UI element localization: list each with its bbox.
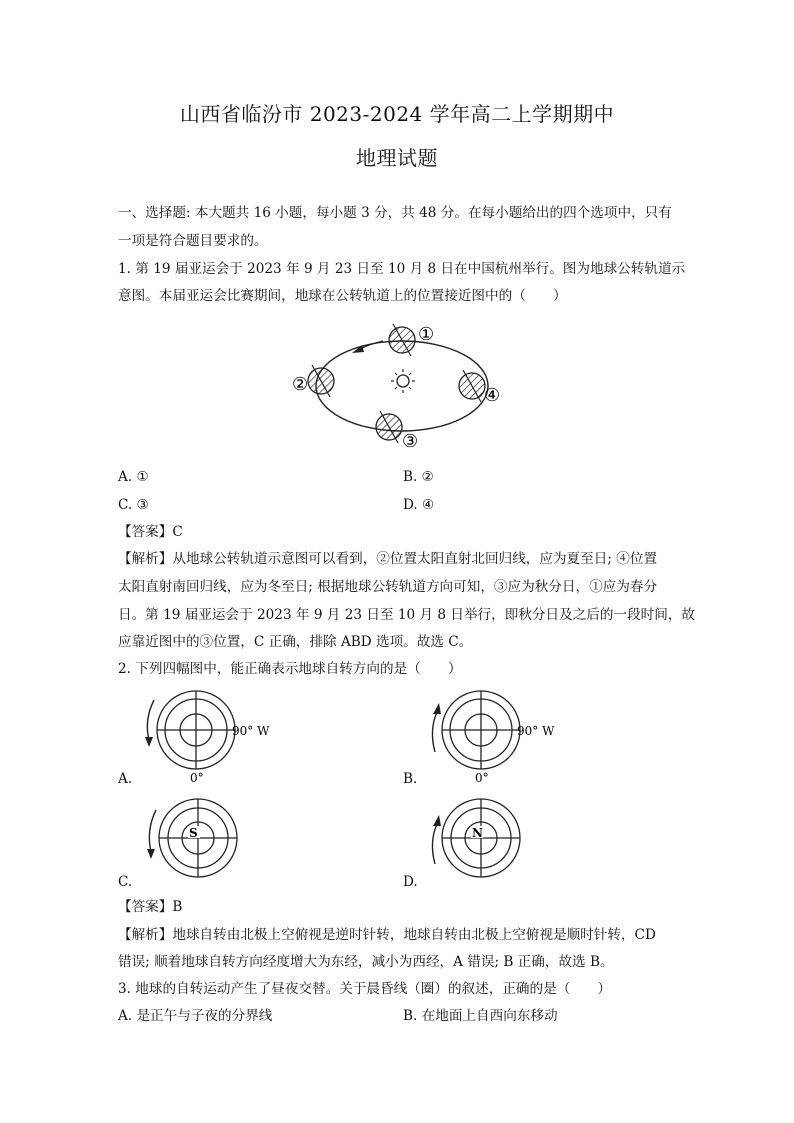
page-title: 山西省临汾市 2023-2024 学年高二上学期期中 [179,102,615,126]
label-position-3: ③ [402,431,419,452]
question-1-analysis-line-3: 日。第 19 届亚运会于 2023 年 9 月 23 日至 10 月 8 日举行，即秋分日及之后的一段时间，故 [118,607,696,623]
figure-a-bottom-label: 0° [190,771,204,785]
figure-a-right-label: 90° W [232,724,270,738]
question-1-stem-line-2: 意图。本届亚运会比赛期间，地球在公转轨道上的位置接近图中的（ ） [118,288,567,304]
label-position-2: ② [292,374,309,395]
figure-d-center-label: N [472,826,483,840]
rotation-arrow-icon [432,824,437,864]
orbit-diagram [288,318,508,453]
question-2-label-d: D. [403,874,418,890]
figure-d-globe [425,798,545,888]
figure-b-globe [425,690,565,785]
question-2-analysis-line-1: 【解析】地球自转由北极上空俯视是逆时针转，地球自转由北极上空俯视是顺时针转，CD [118,927,656,943]
figure-c-globe [140,798,260,888]
question-1-stem-line-1: 1. 第 19 届亚运会于 2023 年 9 月 23 日至 10 月 8 日在中国杭州举行。图为地球公转轨道示 [118,261,686,277]
question-1-option-d: D. ④ [403,497,435,513]
question-2-label-b: B. [403,771,418,787]
question-2-analysis-line-2: 错误; 顺着地球自转方向经度增大为东经，减小为西经，A 错误; B 正确，故选 B。 [118,954,614,970]
rotation-arrow-icon [147,700,154,740]
figure-a-globe [140,690,280,785]
question-1-option-b: B. ② [403,469,434,485]
sun-icon [391,369,415,393]
figure-b-bottom-label: 0° [475,771,489,785]
question-2-stem: 2. 下列四幅图中，能正确表示地球自转方向的是（ ） [118,661,462,677]
label-position-4: ④ [484,385,501,406]
question-3-option-a: A. 是正午与子夜的分界线 [118,1008,273,1024]
question-3-stem: 3. 地球的自转运动产生了昼夜交替。关于晨昏线（圈）的叙述，正确的是（ ） [118,981,612,997]
figure-b-right-label: 90° W [517,724,555,738]
rotation-arrow-icon [432,712,437,752]
page-subtitle: 地理试题 [356,146,438,170]
question-3-option-b: B. 在地面上自西向东移动 [403,1008,558,1024]
section-intro-line-2: 一项是符合题目要求的。 [118,233,268,249]
question-1-answer: 【答案】C [118,524,183,540]
earth-position-3 [376,411,402,443]
question-1-option-c: C. ③ [118,497,149,513]
earth-position-2 [308,365,334,397]
question-1-analysis-line-4: 应靠近图中的③位置，C 正确，排除 ABD 选项。故选 C。 [118,634,473,650]
label-position-1: ① [418,324,435,345]
question-1-option-a: A. ① [118,469,149,485]
question-2-answer: 【答案】B [118,899,183,915]
question-2-label-c: C. [118,874,133,890]
question-1-analysis-line-1: 【解析】从地球公转轨道示意图可以看到，②位置太阳直射北回归线，应为夏至日; ④位置 [118,551,658,567]
figure-c-center-label: S [189,826,198,840]
earth-position-1 [389,324,415,356]
section-intro-line-1: 一、选择题: 本大题共 16 小题，每小题 3 分，共 48 分。在每小题给出的四个选项中，只有 [118,205,672,221]
rotation-arrow-icon [149,810,156,852]
earth-position-4 [459,370,485,402]
question-2-label-a: A. [118,771,133,787]
question-1-analysis-line-2: 太阳直射南回归线，应为冬至日; 根据地球公转轨道方向可知，③应为秋分日，①应为春分 [118,579,658,595]
